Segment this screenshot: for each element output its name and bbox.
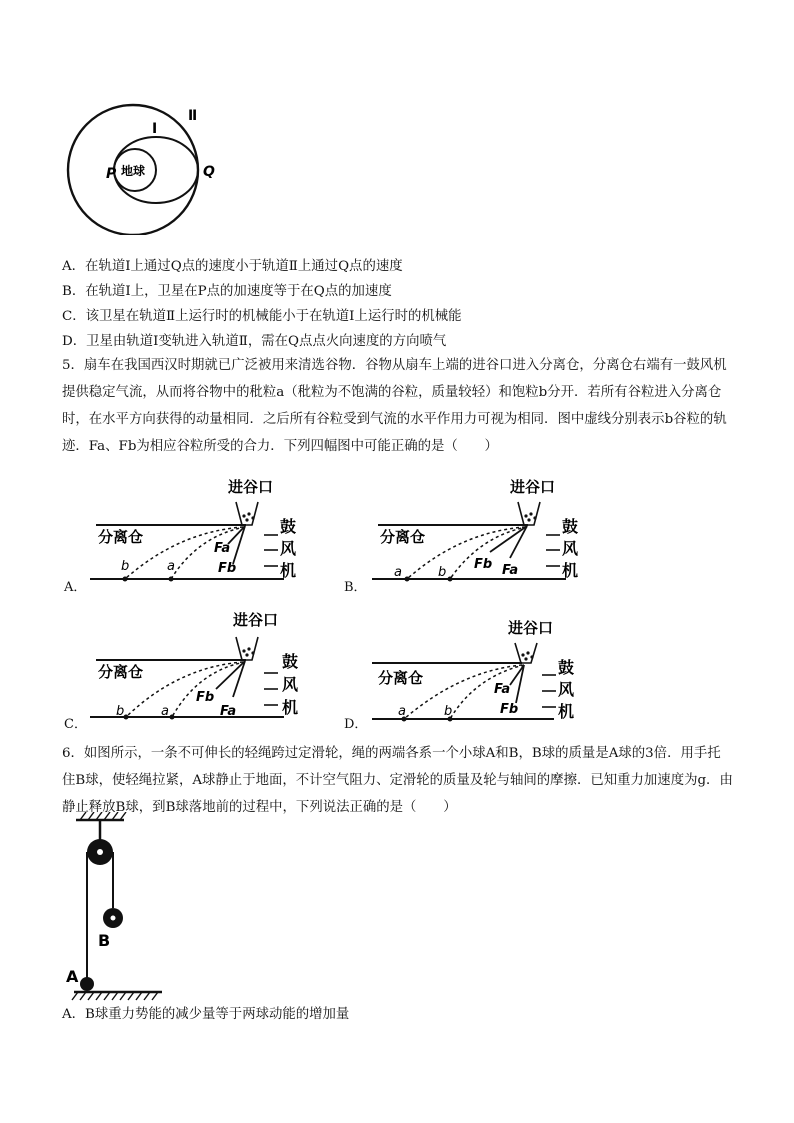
blower-label-1: 鼓: [280, 517, 297, 536]
q5-option-d-label: D．: [344, 717, 368, 732]
q4-option-b: B．在轨道Ⅰ上，卫星在P点的加速度等于在Q点的加速度: [62, 284, 392, 299]
q6-option-a: A．B球重力势能的减少量等于两球动能的增加量: [62, 1007, 350, 1022]
grain-a-label: a: [394, 565, 402, 580]
blower-label-3: 机: [282, 698, 299, 717]
force-b-label: Fb: [500, 702, 519, 717]
orbit-ii-label: Ⅱ: [188, 108, 198, 124]
ball-a-label: A: [66, 967, 79, 986]
q5-question-text: 5．扇车在我国西汉时期就已广泛被用来清选谷物．谷物从扇车上端的进谷口进入分离仓，分离仓右端有一鼓风机提供稳定气流，从而将谷物中的秕粒a（秕粒为不饱满的谷粒，质量较轻）和饱粒b分开．若所有谷粒进入分离仓时，在水平方向获得的动量相同．之后所有谷粒受到气流的水平作用力可视为相同．图中虚线分别表示b谷粒的轨迹．Fa、Fb为相应谷粒所受的合力．下列四幅图中可能正确的是（ ）: [62, 358, 727, 454]
q4-option-c: C．该卫星在轨道Ⅱ上运行时的机械能小于在轨道Ⅰ上运行时的机械能: [62, 309, 462, 324]
q5-diagram-c: [88, 605, 308, 725]
q5-option-a-label: A．: [64, 580, 87, 595]
grain-b-label: b: [116, 704, 125, 719]
ball-b-label: B: [98, 931, 111, 950]
q5-diagram-d: [370, 605, 590, 725]
force-a-label: Fa: [502, 563, 519, 578]
orbit-i-label: Ⅰ: [152, 121, 158, 137]
force-b-label: Fb: [196, 690, 215, 705]
chamber-label: 分离仓: [98, 528, 144, 546]
ball-a: [80, 977, 94, 991]
blower-label-2: 风: [562, 539, 579, 558]
grain-a-label: a: [167, 559, 175, 574]
blower-label-2: 风: [282, 675, 299, 694]
inlet-label: 进谷口: [233, 611, 279, 629]
blower-label-3: 机: [280, 561, 297, 580]
blower-label-2: 风: [280, 539, 297, 558]
force-a-label: Fa: [214, 541, 231, 556]
orbit-figure: [60, 100, 230, 235]
chamber-label: 分离仓: [98, 663, 144, 681]
q5-option-b-label: B．: [344, 580, 367, 595]
blower-label-1: 鼓: [282, 652, 299, 671]
blower-label-3: 机: [562, 561, 579, 580]
blower-label-1: 鼓: [562, 517, 579, 536]
q5-option-c-label: C．: [64, 717, 87, 732]
blower-label-2: 风: [558, 680, 575, 699]
inlet-label: 进谷口: [508, 619, 554, 637]
q5-diagram-a: [88, 470, 308, 590]
chamber-label: 分离仓: [378, 669, 424, 687]
chamber-label: 分离仓: [380, 528, 426, 546]
q6-question-text: 6．如图所示，一条不可伸长的轻绳跨过定滑轮，绳的两端各系一个小球A和B，B球的质量是A球的3倍．用手托住B球，使轻绳拉紧，A球静止于地面，不计空气阻力、定滑轮的质量及轮与轴间的摩擦．已知重力加速度为g．由静止释放B球，到B球落地前的过程中，下列说法正确的是（ ）: [62, 746, 733, 815]
pulley-figure: [62, 812, 172, 1002]
q4-option-a: A．在轨道Ⅰ上通过Q点的速度小于轨道Ⅱ上通过Q点的速度: [62, 259, 403, 274]
force-a-label: Fa: [220, 704, 237, 719]
earth-label: 地球: [121, 164, 146, 178]
inlet-label: 进谷口: [228, 478, 274, 496]
q4-option-d: D．卫星由轨道Ⅰ变轨进入轨道Ⅱ，需在Q点点火向速度的方向喷气: [62, 334, 447, 349]
point-q-label: Q: [203, 164, 215, 180]
grain-b-label: b: [121, 559, 130, 574]
q5-diagram-b: [370, 470, 590, 590]
point-p-label: P: [106, 166, 117, 182]
force-b-label: Fb: [474, 557, 493, 572]
force-b-label: Fb: [218, 561, 237, 576]
grain-a-label: a: [398, 704, 406, 719]
inlet-label: 进谷口: [510, 478, 556, 496]
grain-b-label: b: [438, 565, 447, 580]
blower-label-1: 鼓: [558, 658, 575, 677]
grain-b-label: b: [444, 704, 453, 719]
force-a-label: Fa: [494, 682, 511, 697]
blower-label-3: 机: [558, 702, 575, 721]
grain-a-label: a: [161, 704, 169, 719]
